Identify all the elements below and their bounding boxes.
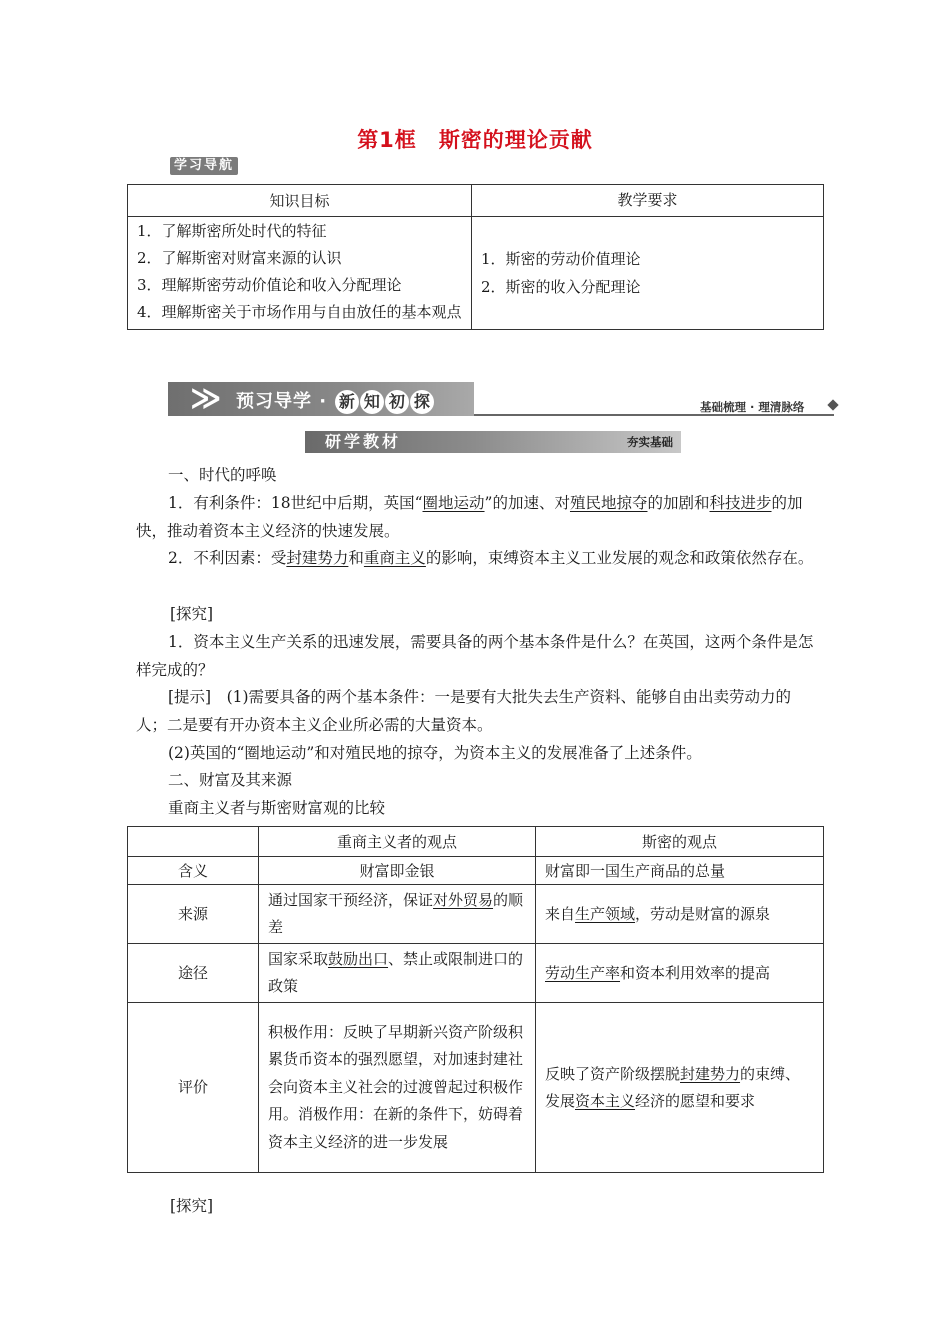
hint-paragraph-2: (2)英国的“圈地运动”和对殖民地的掠夺，为资本主义的发展准备了上述条件。 [168,744,702,762]
section2-heading: 二、财富及其来源 [168,771,293,789]
knowledge-goal: 3．理解斯密劳动价值论和收入分配理论 [137,276,402,294]
merc-meaning: 财富即金银 [259,857,536,885]
smith-way: 劳动生产率和资本利用效率的提高 [536,944,824,1003]
smith-source: 来自生产领域，劳动是财富的源泉 [536,885,824,944]
preview-banner [168,382,474,416]
header-teaching: 教学要求 [472,185,824,217]
merc-way: 国家采取鼓励出口、禁止或限制进口的政策 [259,944,536,1003]
knowledge-goal: 1．了解斯密所处时代的特征 [137,222,327,240]
footer-explore-label: [探究] [170,1197,214,1215]
study-material-banner: 研学教材 夯实基础 [305,431,681,453]
teaching-req: 2．斯密的收入分配理论 [481,278,641,296]
header-smith: 斯密的观点 [536,827,824,857]
merc-source: 通过国家干预经济，保证对外贸易的顺差 [259,885,536,944]
knowledge-goal: 2．了解斯密对财富来源的认识 [137,249,342,267]
smith-meaning: 财富即一国生产商品的总量 [536,857,824,885]
banner-text: 预习导学 · 新 知 初 探 [236,387,434,414]
row-label-evaluation: 评价 [128,1003,259,1173]
knowledge-goal: 4．理解斯密关于市场作用与自由放任的基本观点 [137,303,462,321]
explore-label: [探究] [170,605,214,623]
section1-paragraph-1: 1．有利条件：18世纪中后期，英国“圈地运动”的加速、对殖民地掠夺的加剧和科技进步的加快，推动着资本主义经济的快速发展。 [136,494,803,540]
row-label-source: 来源 [128,885,259,944]
goals-table [127,184,824,330]
page-title: 第1框 斯密的理论贡献 [357,128,593,152]
header-knowledge: 知识目标 [128,185,472,217]
smith-evaluation: 反映了资产阶级摆脱封建势力的束缚、发展资本主义经济的愿望和要求 [536,1003,824,1173]
header-blank [128,827,259,857]
diamond-icon [827,399,838,410]
wealth-compare-table [127,826,824,1173]
teaching-req: 1．斯密的劳动价值理论 [481,250,641,268]
compare-caption: 重商主义者与斯密财富观的比较 [168,799,386,817]
explore-question: 1．资本主义生产关系的迅速发展，需要具备的两个基本条件是什么？在英国，这两个条件是怎样完成的？ [136,633,814,679]
teaching-req-cell [472,217,824,330]
banner-right-label: 基础梳理 · 理清脉络 [700,400,805,414]
header-mercantilist: 重商主义者的观点 [259,827,536,857]
section1-paragraph-2: 2．不利因素：受封建势力和重商主义的影响，束缚资本主义工业发展的观念和政策依然存在。 [168,549,814,567]
merc-evaluation: 积极作用：反映了早期新兴资产阶级积累货币资本的强烈愿望，对加速封建社会向资本主义社会的过渡曾起过积极作用。消极作用：在新的条件下，妨碍着资本主义经济的进一步发展 [259,1003,536,1173]
knowledge-goals-cell [128,217,472,330]
hint-paragraph: [提示] (1)需要具备的两个基本条件：一是要有大批失去生产资料、能够自由出卖劳动力的人；二是要有开办资本主义企业所必需的大量资本。 [136,688,792,734]
row-label-meaning: 含义 [128,857,259,885]
section1-heading: 一、时代的呼唤 [168,466,277,484]
chevrons-icon: ≫ [190,381,222,416]
row-label-way: 途径 [128,944,259,1003]
study-guide-badge: 学习导航 [170,157,238,175]
